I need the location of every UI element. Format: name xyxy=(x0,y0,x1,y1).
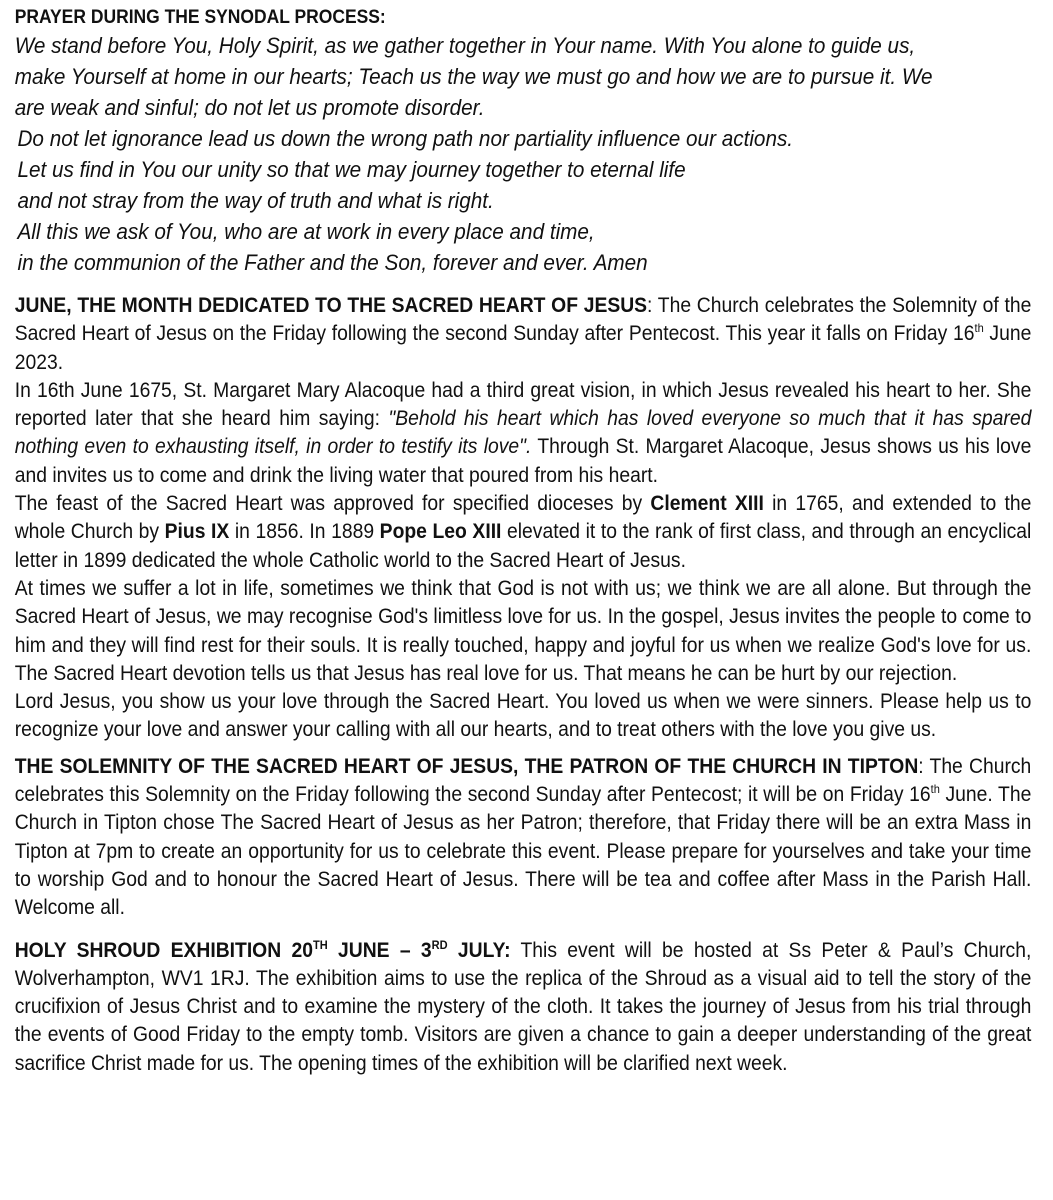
june-intro-sup: th xyxy=(974,321,984,336)
june-feast-paragraph xyxy=(15,490,1032,575)
june-pius: Pius IX xyxy=(164,520,230,544)
june-feast-text: in 1856. In 1889 xyxy=(229,520,380,544)
shroud-heading xyxy=(15,939,511,962)
prayer-line: Do not let ignorance lead us down the wrong path nor partiality influence our actions. xyxy=(17,126,794,151)
shroud-paragraph xyxy=(15,937,1032,1078)
prayer-heading: PRAYER DURING THE SYNODAL PROCESS: xyxy=(14,7,386,28)
prayer-line: are weak and sinful; do not let us promote disorder. xyxy=(14,95,485,120)
solemnity-text: : The Church celebrates this Solemnity on the Friday following the second Sunday after Pentecost; it will be on Friday 16 xyxy=(14,754,1032,807)
shroud-text: This event will be hosted at Ss Peter & Paul’s Church, Wolverhampton, WV1 1RJ. The exhibition aims to use the replica of the Shroud as a visual aid to tell the story of the crucifixion of Jesus Christ and to examine the mystery of the cloth. It takes the journey of Jesus from his trial through the events of Good Friday to the empty tomb. Visitors are given a chance to gain a deeper understanding of the great sacrifice Christ made for us. The opening times of the exhibition will be clarified next week. xyxy=(14,938,1032,1075)
june-vision-paragraph xyxy=(15,377,1032,490)
prayer-line: We stand before You, Holy Spirit, as we gather together in Your name. With You alone to guide us, xyxy=(14,33,916,58)
june-vision-quote: "Behold his heart which has loved everyone so much that it has spared nothing even to exhausting itself, in order to testify its love". xyxy=(14,407,1032,459)
prayer-section xyxy=(15,6,1032,278)
june-section xyxy=(15,292,1032,745)
shroud-heading-part: HOLY SHROUD EXHIBITION 20 xyxy=(14,938,313,962)
shroud-heading-sup: TH xyxy=(312,937,328,952)
june-feast-text: elevated it to the rank of first class, and through an encyclical letter in 1899 dedicated the whole Catholic world to the Sacred Heart of Jesus. xyxy=(14,520,1032,572)
prayer-line: All this we ask of You, who are at work in every place and time, xyxy=(17,219,595,244)
june-leo: Pope Leo XIII xyxy=(379,520,502,544)
prayer-line: make Yourself at home in our hearts; Teach us the way we must go and how we are to pursue it. We xyxy=(14,64,933,89)
solemnity-sup: th xyxy=(930,782,940,797)
june-vision-text: In 16th June 1675, St. Margaret Mary Alacoque had a third great vision, in which Jesus revealed his heart to her. She reported later that she heard him saying: xyxy=(14,378,1032,431)
shroud-heading-part: JUNE – 3 xyxy=(327,938,432,962)
prayer-line: Let us find in You our unity so that we may journey together to eternal life xyxy=(17,157,686,182)
bulletin-content xyxy=(15,6,1032,1078)
june-intro-end: June 2023. xyxy=(14,322,1032,374)
prayer-line: in the communion of the Father and the Son, forever and ever. Amen xyxy=(17,250,648,275)
june-feast-text: The feast of the Sacred Heart was approved for specified dioceses by xyxy=(14,492,651,516)
shroud-section xyxy=(15,937,1032,1078)
solemnity-paragraph xyxy=(15,753,1032,923)
june-feast-text: in 1765, and extended to the whole Church by xyxy=(14,492,1032,544)
solemnity-heading: THE SOLEMNITY OF THE SACRED HEART OF JESUS, THE PATRON OF THE CHURCH IN TIPTON xyxy=(14,754,919,778)
shroud-heading-part: JULY: xyxy=(447,938,511,962)
june-intro-text: : The Church celebrates the Solemnity of the Sacred Heart of Jesus on the Friday following the second Sunday after Pentecost. This year it falls on Friday 16 xyxy=(14,294,1032,346)
june-vision-end: Through St. Margaret Alacoque, Jesus shows us his love and invites us to come and drink the living water that poured from his heart. xyxy=(14,435,1032,487)
shroud-heading-sup: RD xyxy=(431,937,448,952)
prayer-line: and not stray from the way of truth and what is right. xyxy=(17,188,494,213)
solemnity-text: June. The Church in Tipton chose The Sacred Heart of Jesus as her Patron; therefore, that Friday there will be an extra Mass in Tipton at 7pm to create an opportunity for us to celebrate this event. Please prepare for yourselves and take your time to worship God and to honour the Sacred Heart of Jesus. There will be tea and coffee after Mass in the Parish Hall. Welcome all. xyxy=(14,783,1032,920)
solemnity-section xyxy=(15,753,1032,923)
june-clement: Clement XIII xyxy=(650,492,764,516)
june-heading: JUNE, THE MONTH DEDICATED TO THE SACRED HEART OF JESUS xyxy=(14,294,648,317)
june-prayer-paragraph: Lord Jesus, you show us your love through the Sacred Heart. You loved us when we were sinners. Please help us to recognize your love and answer your calling with all our hearts, and to treat others with the love you give us. xyxy=(14,690,1032,742)
june-intro-paragraph xyxy=(15,292,1032,377)
june-reflection-paragraph: At times we suffer a lot in life, sometimes we think that God is not with us; we think we are all alone. But through the Sacred Heart of Jesus, we may recognise God's limitless love for us. In the gospel, Jesus invites the people to come to him and they will find rest for their souls. It is really touched, happy and joyful for us when we realize God's love for us. The Sacred Heart devotion tells us that Jesus has real love for us. That means he can be hurt by our rejection. xyxy=(14,576,1032,685)
